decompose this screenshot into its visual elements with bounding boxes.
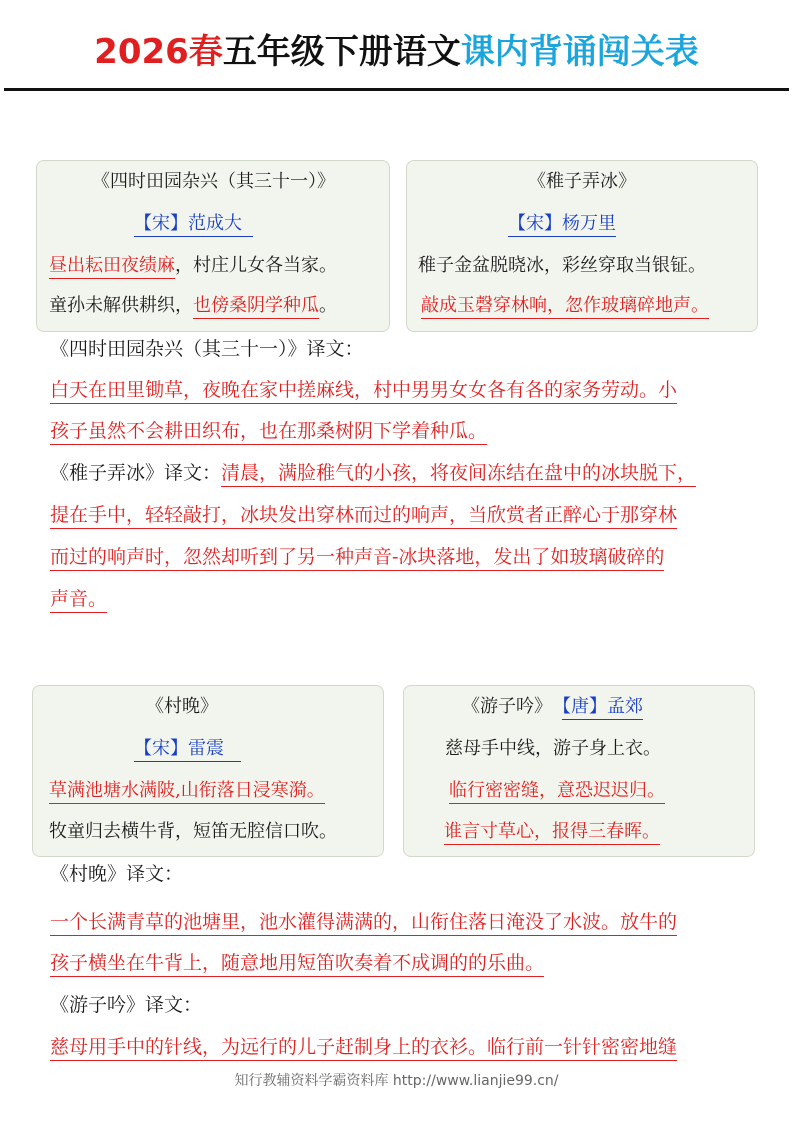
translation-label: 《村晚》译文：	[50, 863, 184, 885]
poem-author: 【宋】杨万里	[508, 212, 616, 236]
title-grade: 五年级下册语文	[222, 32, 461, 72]
poem-line: 草满池塘水满陂,山衔落日浸寒漪。	[49, 779, 325, 803]
translation-line: 一个长满青草的池塘里，池水灌得满满的，山衔住落日淹没了水波。放牛的	[50, 910, 750, 934]
translation-label: 《四时田园杂兴（其三十一）》译文：	[50, 338, 364, 360]
translation-line: 声音。	[50, 587, 750, 611]
title-subject: 课内背诵闯关表	[460, 32, 699, 72]
poem-line: 谁言寸草心，报得三春晖。	[444, 820, 660, 844]
poem-title: 《四时田园杂兴（其三十一）》	[92, 171, 335, 192]
poem-title: 《村晚》	[146, 696, 218, 717]
translation-line: 孩子横坐在牛背上，随意地用短笛吹奏着不成调的的乐曲。	[50, 951, 750, 975]
poem-line: 慈母手中线，游子身上衣。	[445, 738, 661, 759]
poem-line: 童孙未解供耕织，也傍桑阴学种瓜。	[49, 294, 337, 318]
poem-line: 稚子金盆脱晓冰，彩丝穿取当银钲。	[418, 255, 706, 276]
translation-line: 《稚子弄冰》译文：清晨，满脸稚气的小孩，将夜间冻结在盘中的冰块脱下，	[50, 461, 750, 485]
poem-author: 【宋】雷震	[134, 737, 241, 761]
translation-line: 孩子虽然不会耕田织布，也在那桑树阴下学着种瓜。	[50, 419, 750, 443]
translation-line: 提在手中，轻轻敲打，冰块发出穿林而过的响声，当欣赏者正醉心于那穿林	[50, 503, 750, 527]
page-title	[0, 24, 793, 73]
footer-watermark: 知行教辅资料学霸资料库 http://www.lianjie99.cn/	[234, 1073, 559, 1089]
translation-label: 《游子吟》译文：	[50, 994, 203, 1016]
poem-line: 临行密密缝，意恐迟迟归。	[449, 779, 665, 803]
title-divider	[4, 88, 789, 91]
translation-line: 白天在田里锄草，夜晚在家中搓麻线，村中男男女女各有各的家务劳动。小	[50, 378, 750, 402]
poem-title: 《稚子弄冰》	[528, 171, 636, 192]
translation-line: 慈母用手中的针线，为远行的儿子赶制身上的衣衫。临行前一针针密密地缝	[50, 1035, 750, 1059]
title-year: 2026春	[94, 32, 223, 72]
poem-line: 牧童归去横牛背，短笛无腔信口吹。	[49, 821, 337, 842]
poem-line: 昼出耘田夜绩麻，村庄儿女各当家。	[49, 254, 337, 278]
poem-line: 敲成玉磬穿林响，忽作玻璃碎地声。	[421, 294, 709, 318]
translation-line: 而过的响声时，忽然却听到了另一种声音-冰块落地，发出了如玻璃破碎的	[50, 545, 750, 569]
poem-author: 【宋】范成大	[134, 212, 253, 236]
poem-title: 《游子吟》 【唐】孟郊	[462, 695, 643, 719]
